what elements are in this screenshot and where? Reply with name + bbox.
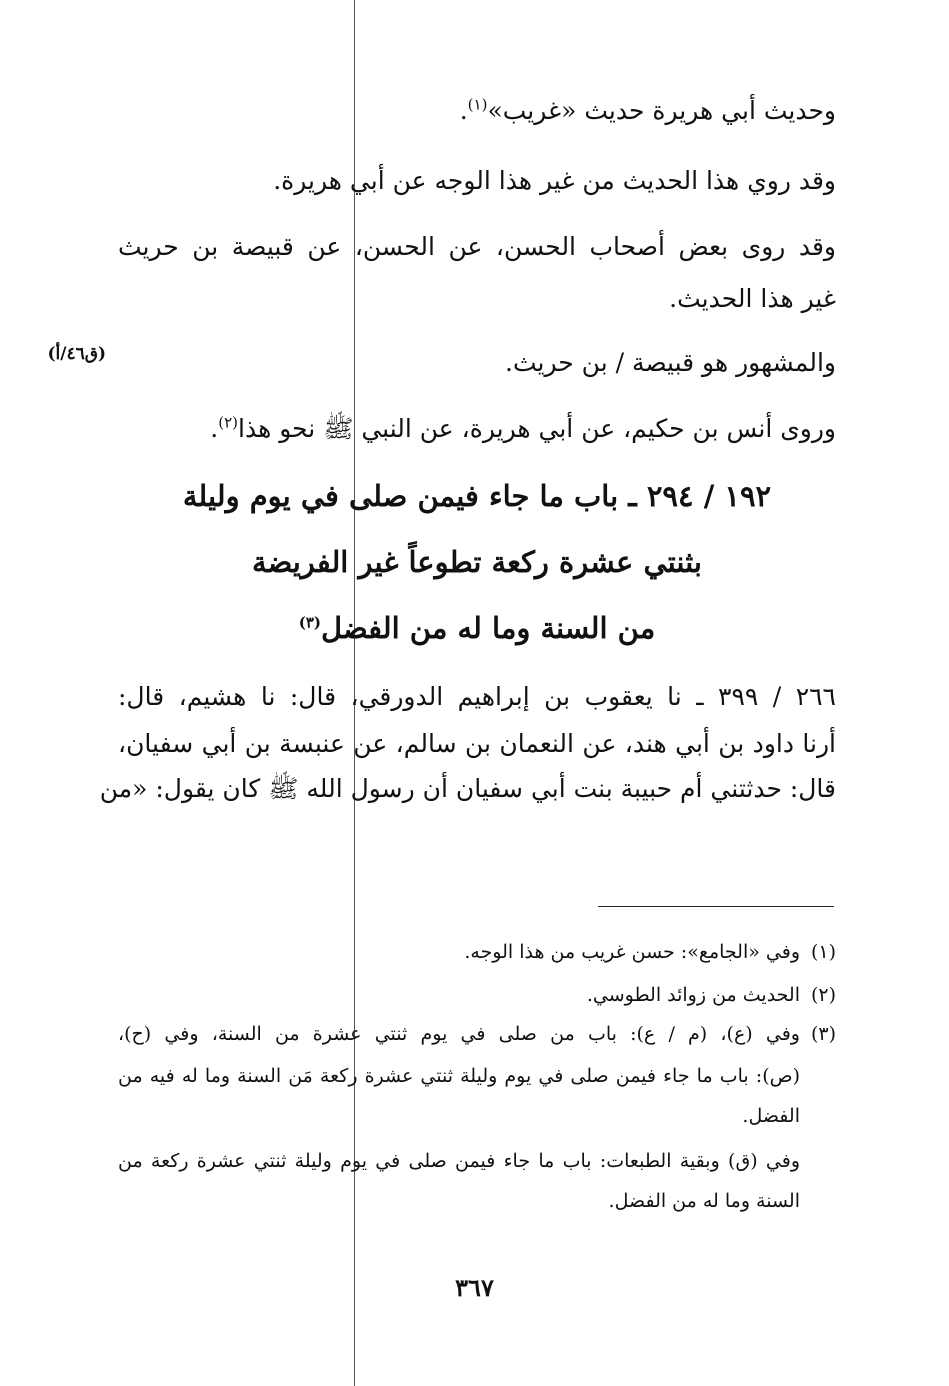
body-line-3: وقد روى بعض أصحاب الحسن، عن الحسن، عن قبيصة بن حريث [118, 232, 836, 261]
body-line-2: وقد روي هذا الحديث من غير هذا الوجه عن أبي هريرة. [273, 166, 836, 195]
body-line-6: وروى أنس بن حكيم، عن أبي هريرة، عن النبي ﷺ نحو هذا$^{(٢)}$. [210, 413, 836, 443]
body-line-4: غير هذا الحديث. [669, 284, 836, 313]
footnote-separator [598, 906, 834, 907]
footnote-3 [118, 1020, 836, 1048]
footnote-ref-2: (٢) [218, 413, 239, 432]
chapter-heading-line-3: من السنة وما له من الفضل$^{(٣)}$ [298, 611, 656, 645]
footnote-2 [587, 981, 836, 1009]
hadith-line-2: أرنا داود بن أبي هند، عن النعمان بن سالم، عن عنبسة بن أبي سفيان، [118, 729, 836, 758]
footnote-1 [464, 938, 836, 966]
body-line-1: وحديث أبي هريرة حديث «غريب»$^{(١)}$. [459, 95, 836, 125]
footnote-ref-3: (٣) [298, 613, 322, 632]
hadith-line-1: ٢٦٦ / ٣٩٩ ـ نا يعقوب بن إبراهيم الدورقي، قال: نا هشيم، قال: [118, 682, 836, 711]
footnote-number: (١) [810, 941, 836, 963]
footnote-text: الحديث من زوائد الطوسي. [586, 984, 800, 1006]
manuscript-folio-note: (ق٤٦/أ) [47, 344, 106, 364]
footnote-3-cont-3: وفي (ق) وبقية الطبعات: باب ما جاء فيمن صلى في يوم وليلة ثنتي عشرة ركعة من [118, 1150, 800, 1172]
footnote-text: وفي (ع)، (م / ع): باب من صلى في يوم ثنتي عشرة من السنة، وفي (ح)، [118, 1023, 800, 1045]
footnote-text: وفي «الجامع»: حسن غريب من هذا الوجه. [464, 941, 800, 963]
body-line-5: والمشهور هو قبيصة / بن حريث. [505, 348, 836, 377]
footnote-3-cont-2: الفضل. [742, 1105, 800, 1127]
hadith-line-3: قال: حدثتني أم حبيبة بنت أبي سفيان أن رسول الله ﷺ كان يقول: «من [99, 774, 836, 803]
footnote-number: (٣) [810, 1023, 836, 1045]
chapter-heading-line-1: ١٩٢ / ٢٩٤ ـ باب ما جاء فيمن صلى في يوم وليلة [182, 479, 772, 513]
footnote-3-cont-4: السنة وما له من الفضل. [608, 1190, 800, 1212]
footnote-ref-1: (١) [467, 95, 488, 114]
footnote-3-cont-1: (ص): باب ما جاء فيمن صلى في يوم وليلة ثنتي عشرة ركعة مَن السنة وما له فيه من [118, 1065, 800, 1087]
footnote-number: (٢) [810, 984, 836, 1006]
chapter-heading-line-2: بثنتي عشرة ركعة تطوعاً غير الفريضة [252, 545, 702, 579]
page-number: ٣٦٧ [455, 1273, 494, 1302]
